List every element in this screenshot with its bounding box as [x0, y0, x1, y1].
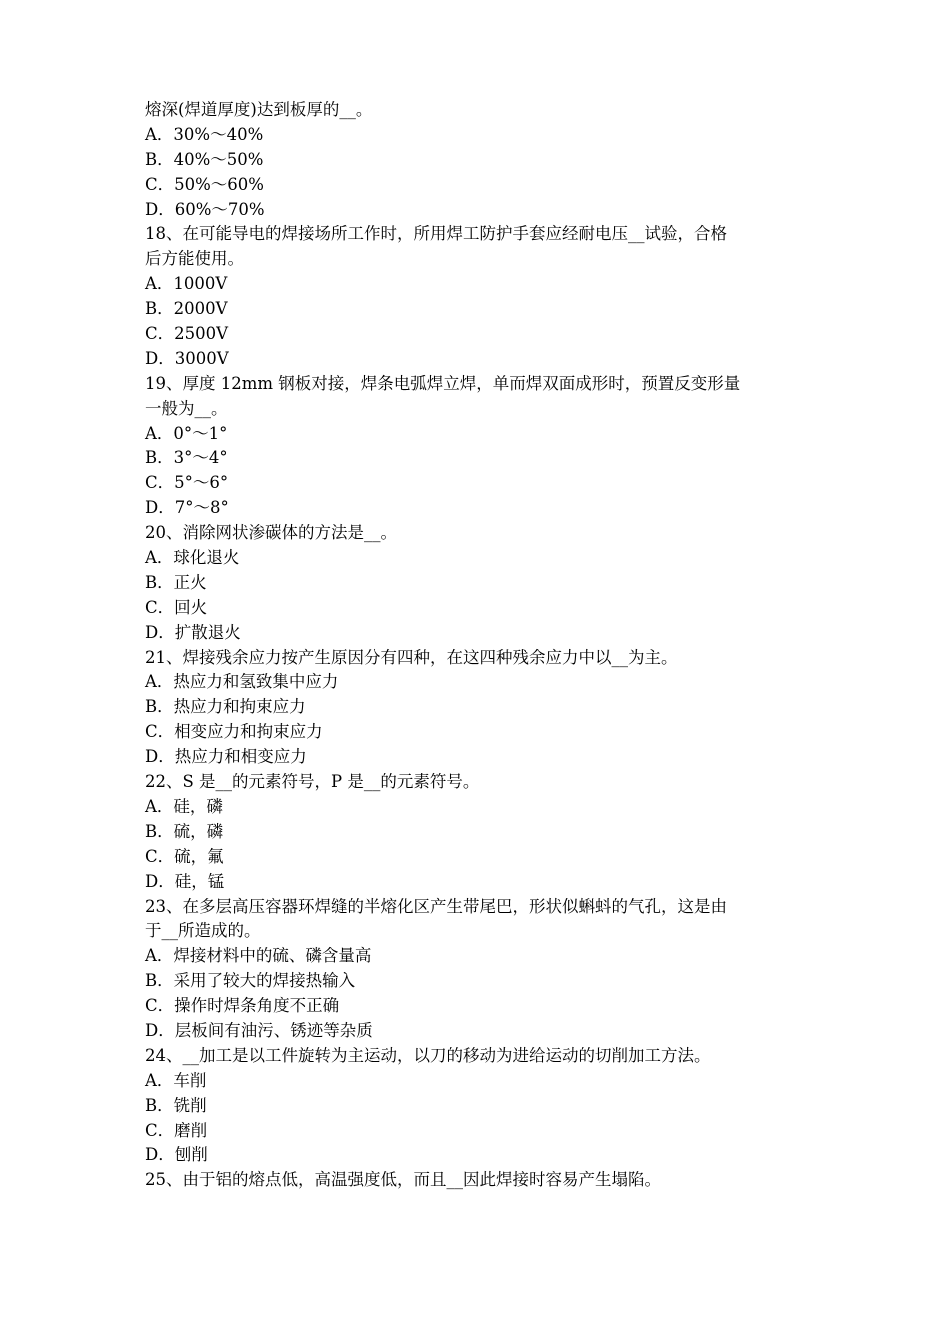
question-23-option-a: A．焊接材料中的硫、磷含量高 [145, 946, 372, 966]
question-17-stem-end: 熔深(焊道厚度)达到板厚的__。 [145, 100, 373, 119]
question-20-option-a: A．球化退火 [145, 548, 240, 568]
question-22-stem: 22、S 是__的元素符号，P 是__的元素符号。 [145, 772, 480, 792]
question-18-stem: 18、在可能导电的焊接场所工作时，所用焊工防护手套应经耐电压__试验，合格 [145, 224, 727, 244]
question-21-option-b: B．热应力和拘束应力 [145, 697, 306, 717]
question-25-stem: 25、由于铝的熔点低，高温强度低，而且__因此焊接时容易产生塌陷。 [145, 1170, 661, 1190]
question-23-stem-cont: 于__所造成的。 [145, 921, 261, 941]
question-19-option-d: D．7°～8° [145, 498, 229, 518]
question-22-option-b: B．硫，磷 [145, 821, 224, 841]
question-18-option-b: B．2000V [145, 299, 228, 319]
question-18-option-c: C．2500V [145, 324, 229, 344]
question-22-option-c: C．硫，氟 [145, 846, 224, 866]
question-22-option-d: D．硅，锰 [145, 871, 225, 891]
question-23-option-b: B．采用了较大的焊接热输入 [145, 971, 356, 991]
question-18-option-d: D．3000V [145, 348, 229, 368]
question-18-option-a: A．1000V [145, 274, 228, 294]
question-20-option-c: C．回火 [145, 597, 208, 617]
question-21-option-a: A．热应力和氢致集中应力 [145, 672, 339, 692]
question-19-option-a: A．0°～1° [145, 423, 228, 443]
question-20-stem: 20、消除网状渗碳体的方法是__。 [145, 523, 397, 543]
question-20-option-d: D．扩散退火 [145, 622, 241, 642]
question-23-stem: 23、在多层高压容器环焊缝的半熔化区产生带尾巴，形状似蝌蚪的气孔，这是由 [145, 896, 727, 916]
question-22-option-a: A．硅，磷 [145, 796, 223, 816]
question-19-stem: 19、厚度 12mm 钢板对接，焊条电弧焊立焊，单而焊双面成形时，预置反变形量 [145, 373, 741, 393]
question-19-option-b: B．3°～4° [145, 448, 228, 468]
question-18-stem-cont: 后方能使用。 [145, 249, 244, 269]
question-17-option-b: B．40%～50% [145, 149, 264, 169]
question-17-option-c: C．50%～60% [145, 174, 264, 194]
question-19-option-c: C．5°～6° [145, 473, 229, 493]
question-23-option-c: C．操作时焊条角度不正确 [145, 996, 340, 1016]
question-17-option-d: D．60%～70% [145, 199, 265, 219]
question-21-option-c: C．相变应力和拘束应力 [145, 722, 323, 742]
question-23-option-d: D．层板间有油污、锈迹等杂质 [145, 1020, 373, 1040]
document-page [145, 98, 825, 1193]
question-24-stem: 24、__加工是以工件旋转为主运动，以刀的移动为进给运动的切削加工方法。 [145, 1045, 711, 1065]
question-24-option-a: A．车削 [145, 1070, 207, 1090]
question-24-option-d: D．刨削 [145, 1145, 208, 1165]
question-24-option-c: C．磨削 [145, 1120, 208, 1140]
question-24-option-b: B．铣削 [145, 1095, 207, 1115]
question-19-stem-cont: 一般为__。 [145, 398, 228, 418]
question-21-option-d: D．热应力和相变应力 [145, 747, 307, 767]
question-21-stem: 21、焊接残余应力按产生原因分有四种，在这四种残余应力中以__为主。 [145, 647, 678, 667]
question-17-option-a: A．30%～40% [145, 124, 264, 144]
question-20-option-b: B．正火 [145, 572, 207, 592]
